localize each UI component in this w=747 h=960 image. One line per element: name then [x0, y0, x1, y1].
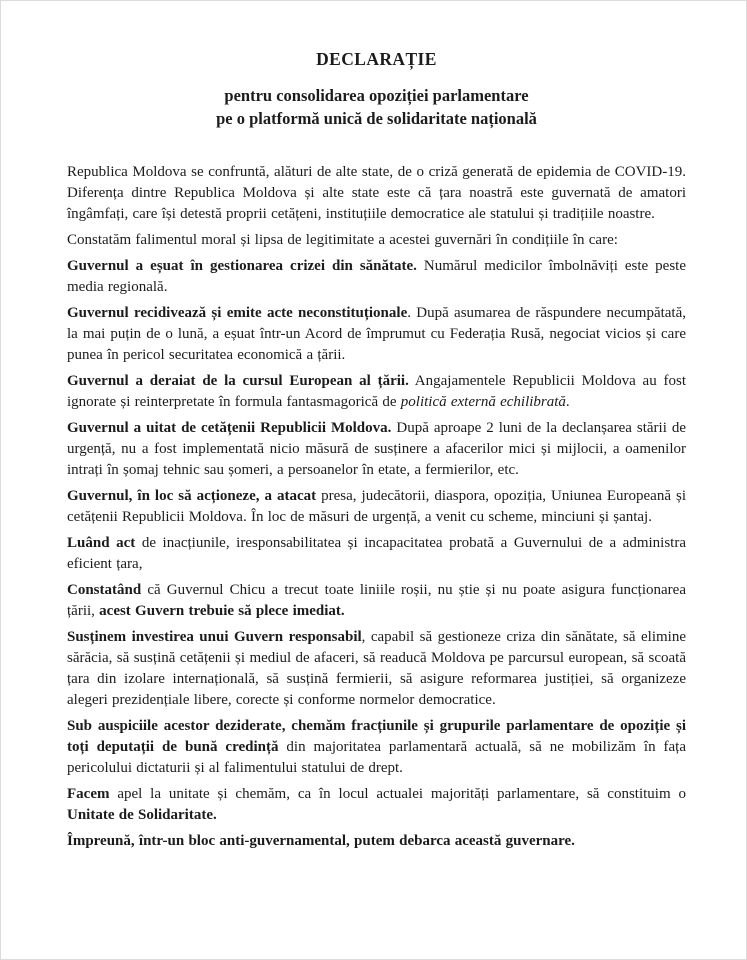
paragraph-segment: Guvernul recidivează și emite acte neconstituționale	[67, 305, 408, 321]
document-page	[1, 1, 746, 959]
paragraph	[67, 230, 686, 251]
paragraph-segment: Susținem investirea unui Guvern responsabil	[67, 629, 362, 645]
paragraph	[67, 303, 686, 366]
paragraph-segment: După aproape 2 luni de la declanșarea stării de urgență, nu a fost implementată nicio măsură de susținere a afacerilor mici și mijlocii, a oamenilor intrați în șomaj tehnic sau șomeri, a persoanelor în etate, a fermierilor, etc.	[67, 420, 686, 478]
paragraph-segment: Numărul medicilor îmbolnăviți este peste media regională.	[67, 258, 686, 295]
paragraph-segment: Sub auspiciile acestor deziderate, chemăm fracțiunile și grupurile parlamentare de opoziție și toți deputații de bună credință	[67, 718, 686, 755]
paragraph-segment: Angajamentele Republicii Moldova au fost ignorate și reinterpretate în formula fantasmagorică de	[67, 373, 686, 410]
paragraph	[67, 162, 686, 225]
document-title: DECLARAȚIE	[316, 49, 437, 69]
paragraph	[67, 486, 686, 528]
paragraph	[67, 418, 686, 481]
paragraph	[67, 627, 686, 711]
document-subtitle	[67, 84, 686, 130]
paragraph-segment: Constatăm falimentul moral și lipsa de legitimitate a acestei guvernări în condițiile în care:	[67, 232, 618, 248]
paragraph	[67, 533, 686, 575]
paragraph-segment: Guvernul, în loc să acționeze, a atacat	[67, 488, 317, 504]
paragraph-segment: Facem	[67, 786, 110, 802]
paragraph-segment: din majoritatea parlamentară actuală, să ne mobilizăm în fața pericolului dictaturii și al falimentului statului de drept.	[67, 739, 686, 776]
paragraph	[67, 784, 686, 826]
document-subtitle-line1: pentru consolidarea opoziției parlamentare	[224, 86, 529, 105]
paragraph-segment: Guvernul a uitat de cetățenii Republicii Moldova.	[67, 420, 392, 436]
paragraph	[67, 831, 686, 852]
paragraph-segment: Guvernul a eșuat în gestionarea crizei din sănătate.	[67, 258, 417, 274]
paragraph-segment: Republica Moldova se confruntă, alături de alte state, de o criză generată de epidemia de COVID-19. Diferența dintre Republica Moldova și alte state este că țara noastră este guvernată de amatori îngâmfați, care își detestă proprii cetățeni, instituțiile democratice ale statului și tradițiile noastre.	[67, 164, 686, 222]
document-subtitle-line2: pe o platformă unică de solidaritate națională	[216, 109, 537, 128]
paragraph-segment: că Guvernul Chicu a trecut toate liniile roșii, nu știe și nu poate asigura funcționarea țării,	[67, 582, 686, 619]
paragraph-segment: apel la unitate și chemăm, ca în locul actualei majorități parlamentare, să constituim o	[109, 786, 686, 802]
paragraph-segment: politică externă echilibrată	[400, 394, 566, 410]
paragraph	[67, 371, 686, 413]
document-body	[67, 162, 686, 852]
paragraph-segment: Guvernul a deraiat de la cursul European al țării.	[67, 373, 409, 389]
paragraph-segment: de inacțiunile, iresponsabilitatea și incapacitatea probată a Guvernului de a administra eficient țara,	[67, 535, 686, 572]
paragraph-segment: Luând act	[67, 535, 136, 551]
paragraph-segment: , capabil să gestioneze criza din sănătate, să elimine sărăcia, să susțină cetățenii și mediul de afaceri, să readucă Moldova pe parcursul european, să scoată țara din izolare internațională, să susțină fermierii, să asigure reformarea justiției, să organizeze alegeri prezidențiale libere, corecte și conforme normelor democratice.	[67, 629, 686, 708]
paragraph	[67, 716, 686, 779]
paragraph-segment: .	[565, 394, 570, 410]
paragraph	[67, 256, 686, 298]
paragraph-segment: presa, judecătorii, diaspora, opoziția, Uniunea Europeană și cetățenii Republicii Moldova. În loc de măsuri de urgență, a venit cu scheme, minciuni și șantaj.	[67, 488, 687, 525]
paragraph	[67, 580, 686, 622]
paragraph-segment: Constatând	[67, 582, 142, 598]
paragraph-segment: . După asumarea de răspundere necumpătată, la mai puțin de o lună, a eșuat într-un Acord de împrumut cu Federația Rusă, negociat vicios și care punea în pericol securitatea economică a țării.	[67, 305, 687, 363]
paragraph-segment: Unitate de Solidaritate.	[67, 807, 217, 823]
paragraph-segment: acest Guvern trebuie să plece imediat.	[99, 603, 345, 619]
paragraph-segment: Împreună, într-un bloc anti-guvernamental, putem debarca această guvernare.	[67, 833, 575, 849]
